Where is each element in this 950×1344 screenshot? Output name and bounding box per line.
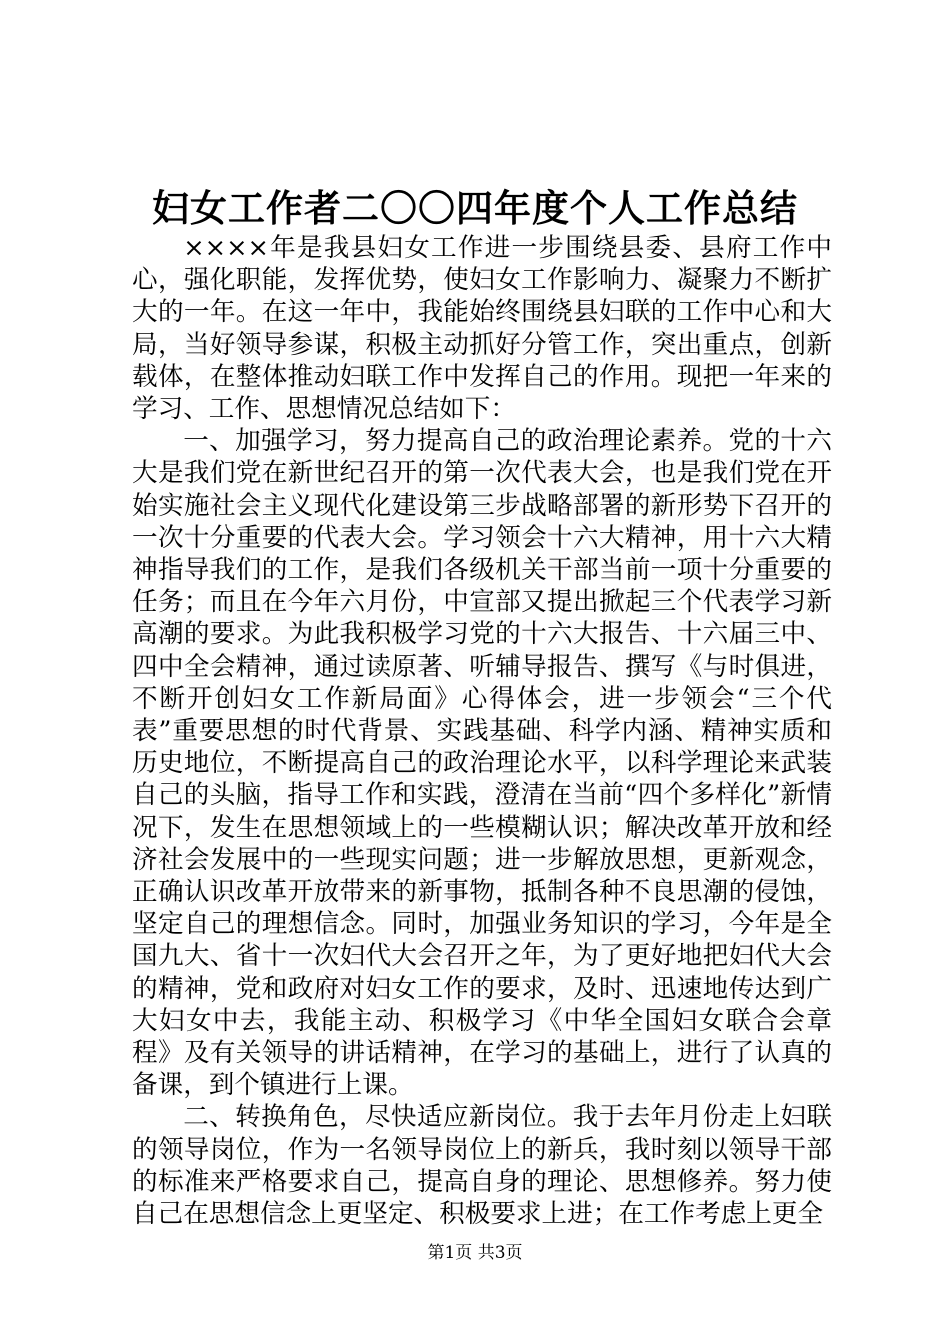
document-body: [132, 232, 832, 1230]
document-title: 妇女工作者二〇〇四年度个人工作总结: [152, 186, 798, 230]
page-footer: 第1页 共3页: [427, 1243, 523, 1263]
paragraph-section-1: 一、加强学习，努力提高自己的政治理论素养。党的十六大是我们党在新世纪召开的第一次代表大会，也是我们党在开始实施社会主义现代化建设第三步战略部署的新形势下召开的一次十分重要的代表大会。学习领会十六大精神，用十六大精神指导我们的工作，是我们各级机关干部当前一项十分重要的任务；而且在今年六月份，中宣部又提出掀起三个代表学习新高潮的要求。为此我积极学习党的十六大报告、十六届三中、四中全会精神，通过读原著、听辅导报告、撰写《与时俱进，不断开创妇女工作新局面》心得体会，进一步领会“三个代表”重要思想的时代背景、实践基础、科学内涵、精神实质和历史地位，不断提高自己的政治理论水平，以科学理论来武装自己的头脑，指导工作和实践，澄清在当前“四个多样化”新情况下，发生在思想领域上的一些模糊认识；解决改革开放和经济社会发展中的一些现实问题；进一步解放思想，更新观念，正确认识改革开放带来的新事物，抵制各种不良思潮的侵蚀，坚定自己的理想信念。同时，加强业务知识的学习，今年是全国九大、省十一次妇代大会召开之年，为了更好地把妇代大会的精神，党和政府对妇女工作的要求，及时、迅速地传达到广大妇女中去，我能主动、积极学习《中华全国妇女联合会章程》及有关领导的讲话精神，在学习的基础上，进行了认真的备课，到个镇进行上课。: [132, 426, 832, 1101]
paragraph-intro: ××××年是我县妇女工作进一步围绕县委、县府工作中心，强化职能，发挥优势，使妇女工作影响力、凝聚力不断扩大的一年。在这一年中，我能始终围绕县妇联的工作中心和大局，当好领导参谋，积极主动抓好分管工作，突出重点，创新载体，在整体推动妇联工作中发挥自己的作用。现把一年来的学习、工作、思想情况总结如下：: [132, 233, 832, 425]
paragraph-section-2: 二、转换角色，尽快适应新岗位。我于去年月份走上妇联的领导岗位，作为一名领导岗位上的新兵，我时刻以领导干部的标准来严格要求自己，提高自身的理论、思想修养。努力使自己在思想信念上更坚定、积极要求上进；在工作考虑上更全: [132, 1102, 832, 1230]
